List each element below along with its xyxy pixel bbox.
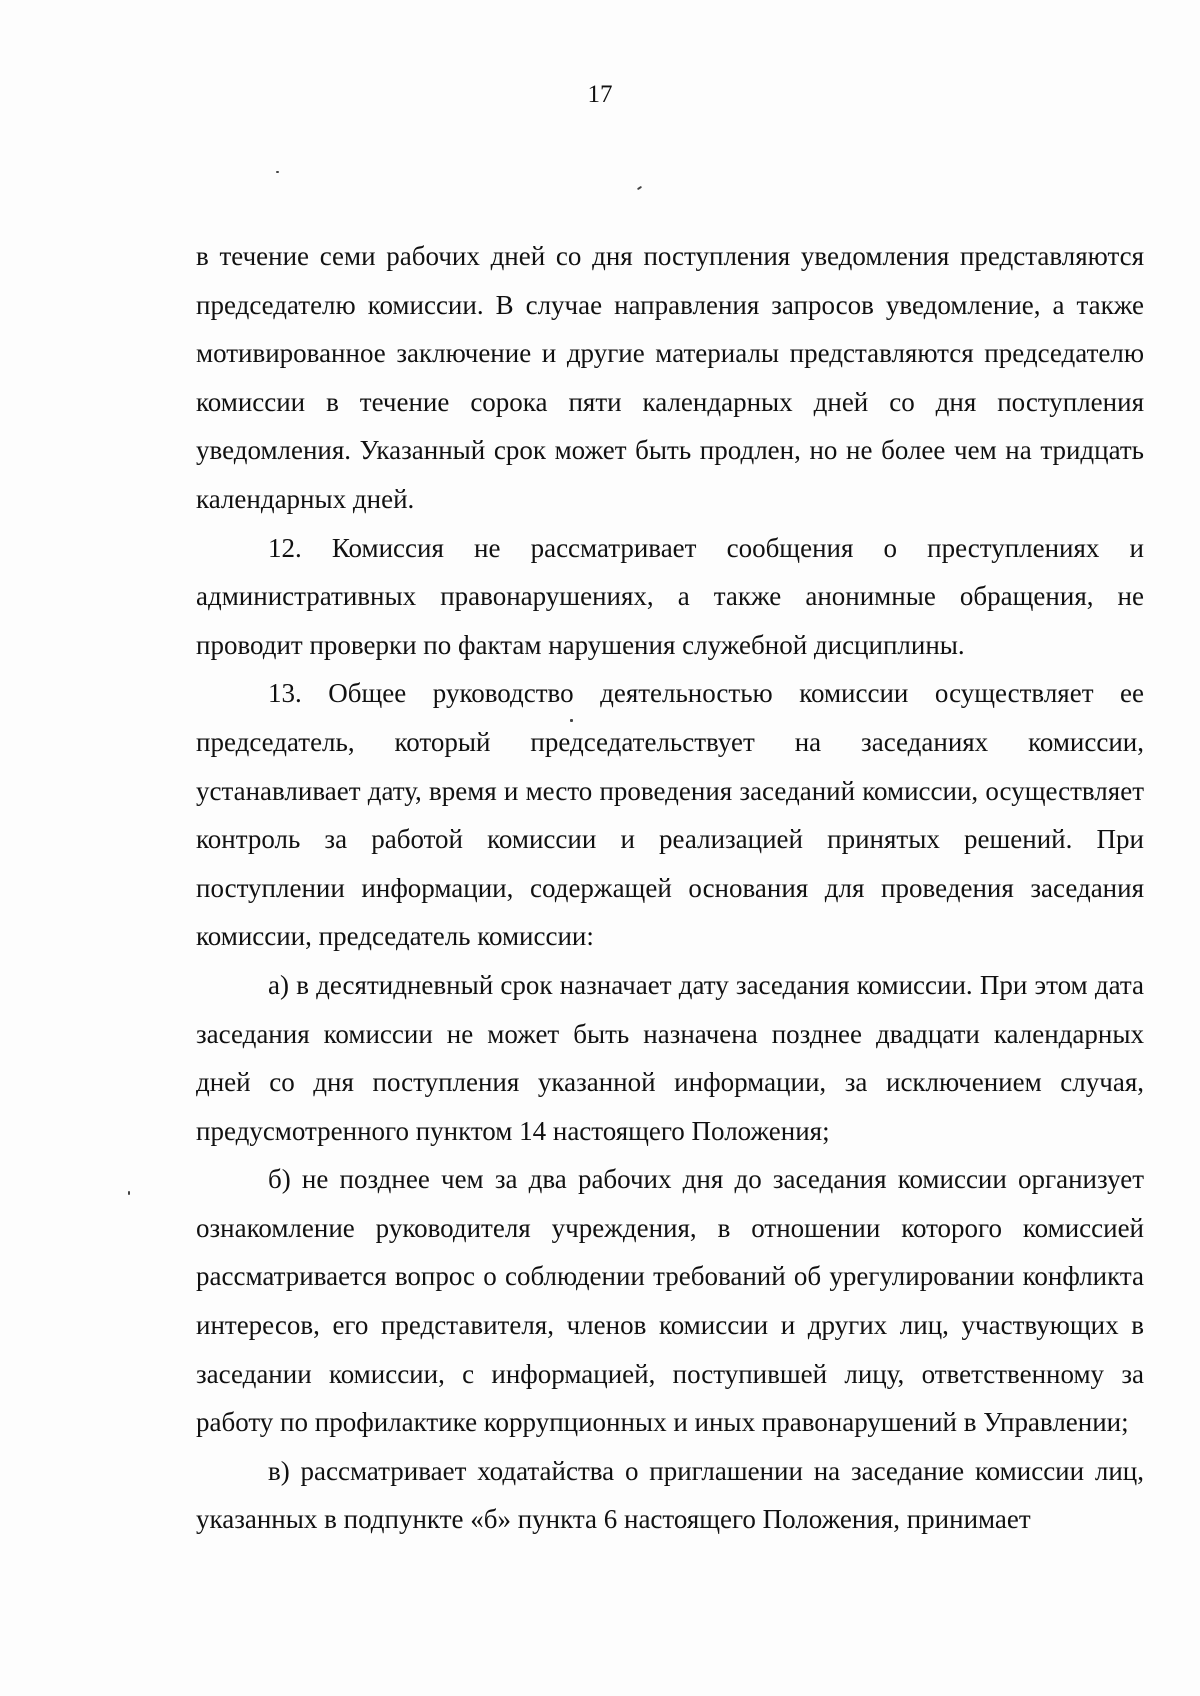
paragraph-item-12: 12. Комиссия не рассматривает сообщения о преступлениях и административных правонарушениях, а также анонимные обращения, не проводит проверки по фактам нарушения служебной дисциплины. [196,532,1144,660]
subparagraph-b: б) не позднее чем за два рабочих дня до заседания комиссии организует ознакомление руководителя учреждения, в отношении которого комиссией рассматривается вопрос о соблюдении требований об урегулировании конфликта интересов, его представителя, членов комиссии и других лиц, участвующих в заседании комиссии, с информацией, поступившей лицу, ответственному за работу по профилактике коррупционных и иных правонарушений в Управлении; [196,1164,1144,1438]
subparagraph-v: в) рассматривает ходатайства о приглашении на заседание комиссии лиц, указанных в подпункте «б» пункта 6 настоящего Положения, принимает [196,1455,1144,1535]
subparagraph-a: а) в десятидневный срок назначает дату заседания комиссии. При этом дата заседания комиссии не может быть назначена позднее двадцати календарных дней со дня поступления указанной информации, за исключением случая, предусмотренного пунктом 14 настоящего Положения; [196,969,1144,1146]
paragraph-continuation: в течение семи рабочих дней со дня поступления уведомления представляются председателю комиссии. В случае направления запросов уведомление, а также мотивированное заключение и другие материалы представляются председателю комиссии в течение сорока пяти календарных дней со дня поступления уведомления. Указанный срок может быть продлен, но не более чем на тридцать календарных дней. [196,241,1144,514]
scan-speck [637,186,642,191]
paragraph-item-13: 13. Общее руководство деятельностью комиссии осуществляет ее председатель, который председательствует на заседаниях комиссии, устанавливает дату, время и место проведения заседаний комиссии, осуществляет контроль за работой комиссии и реализацией принятых решений. При поступлении информации, содержащей основания для проведения заседания комиссии, председатель комиссии: [196,678,1144,952]
scan-speck [276,171,279,173]
page-number: 17 [587,81,613,108]
scan-speck [128,1191,130,1195]
body-text [196,232,1144,1544]
